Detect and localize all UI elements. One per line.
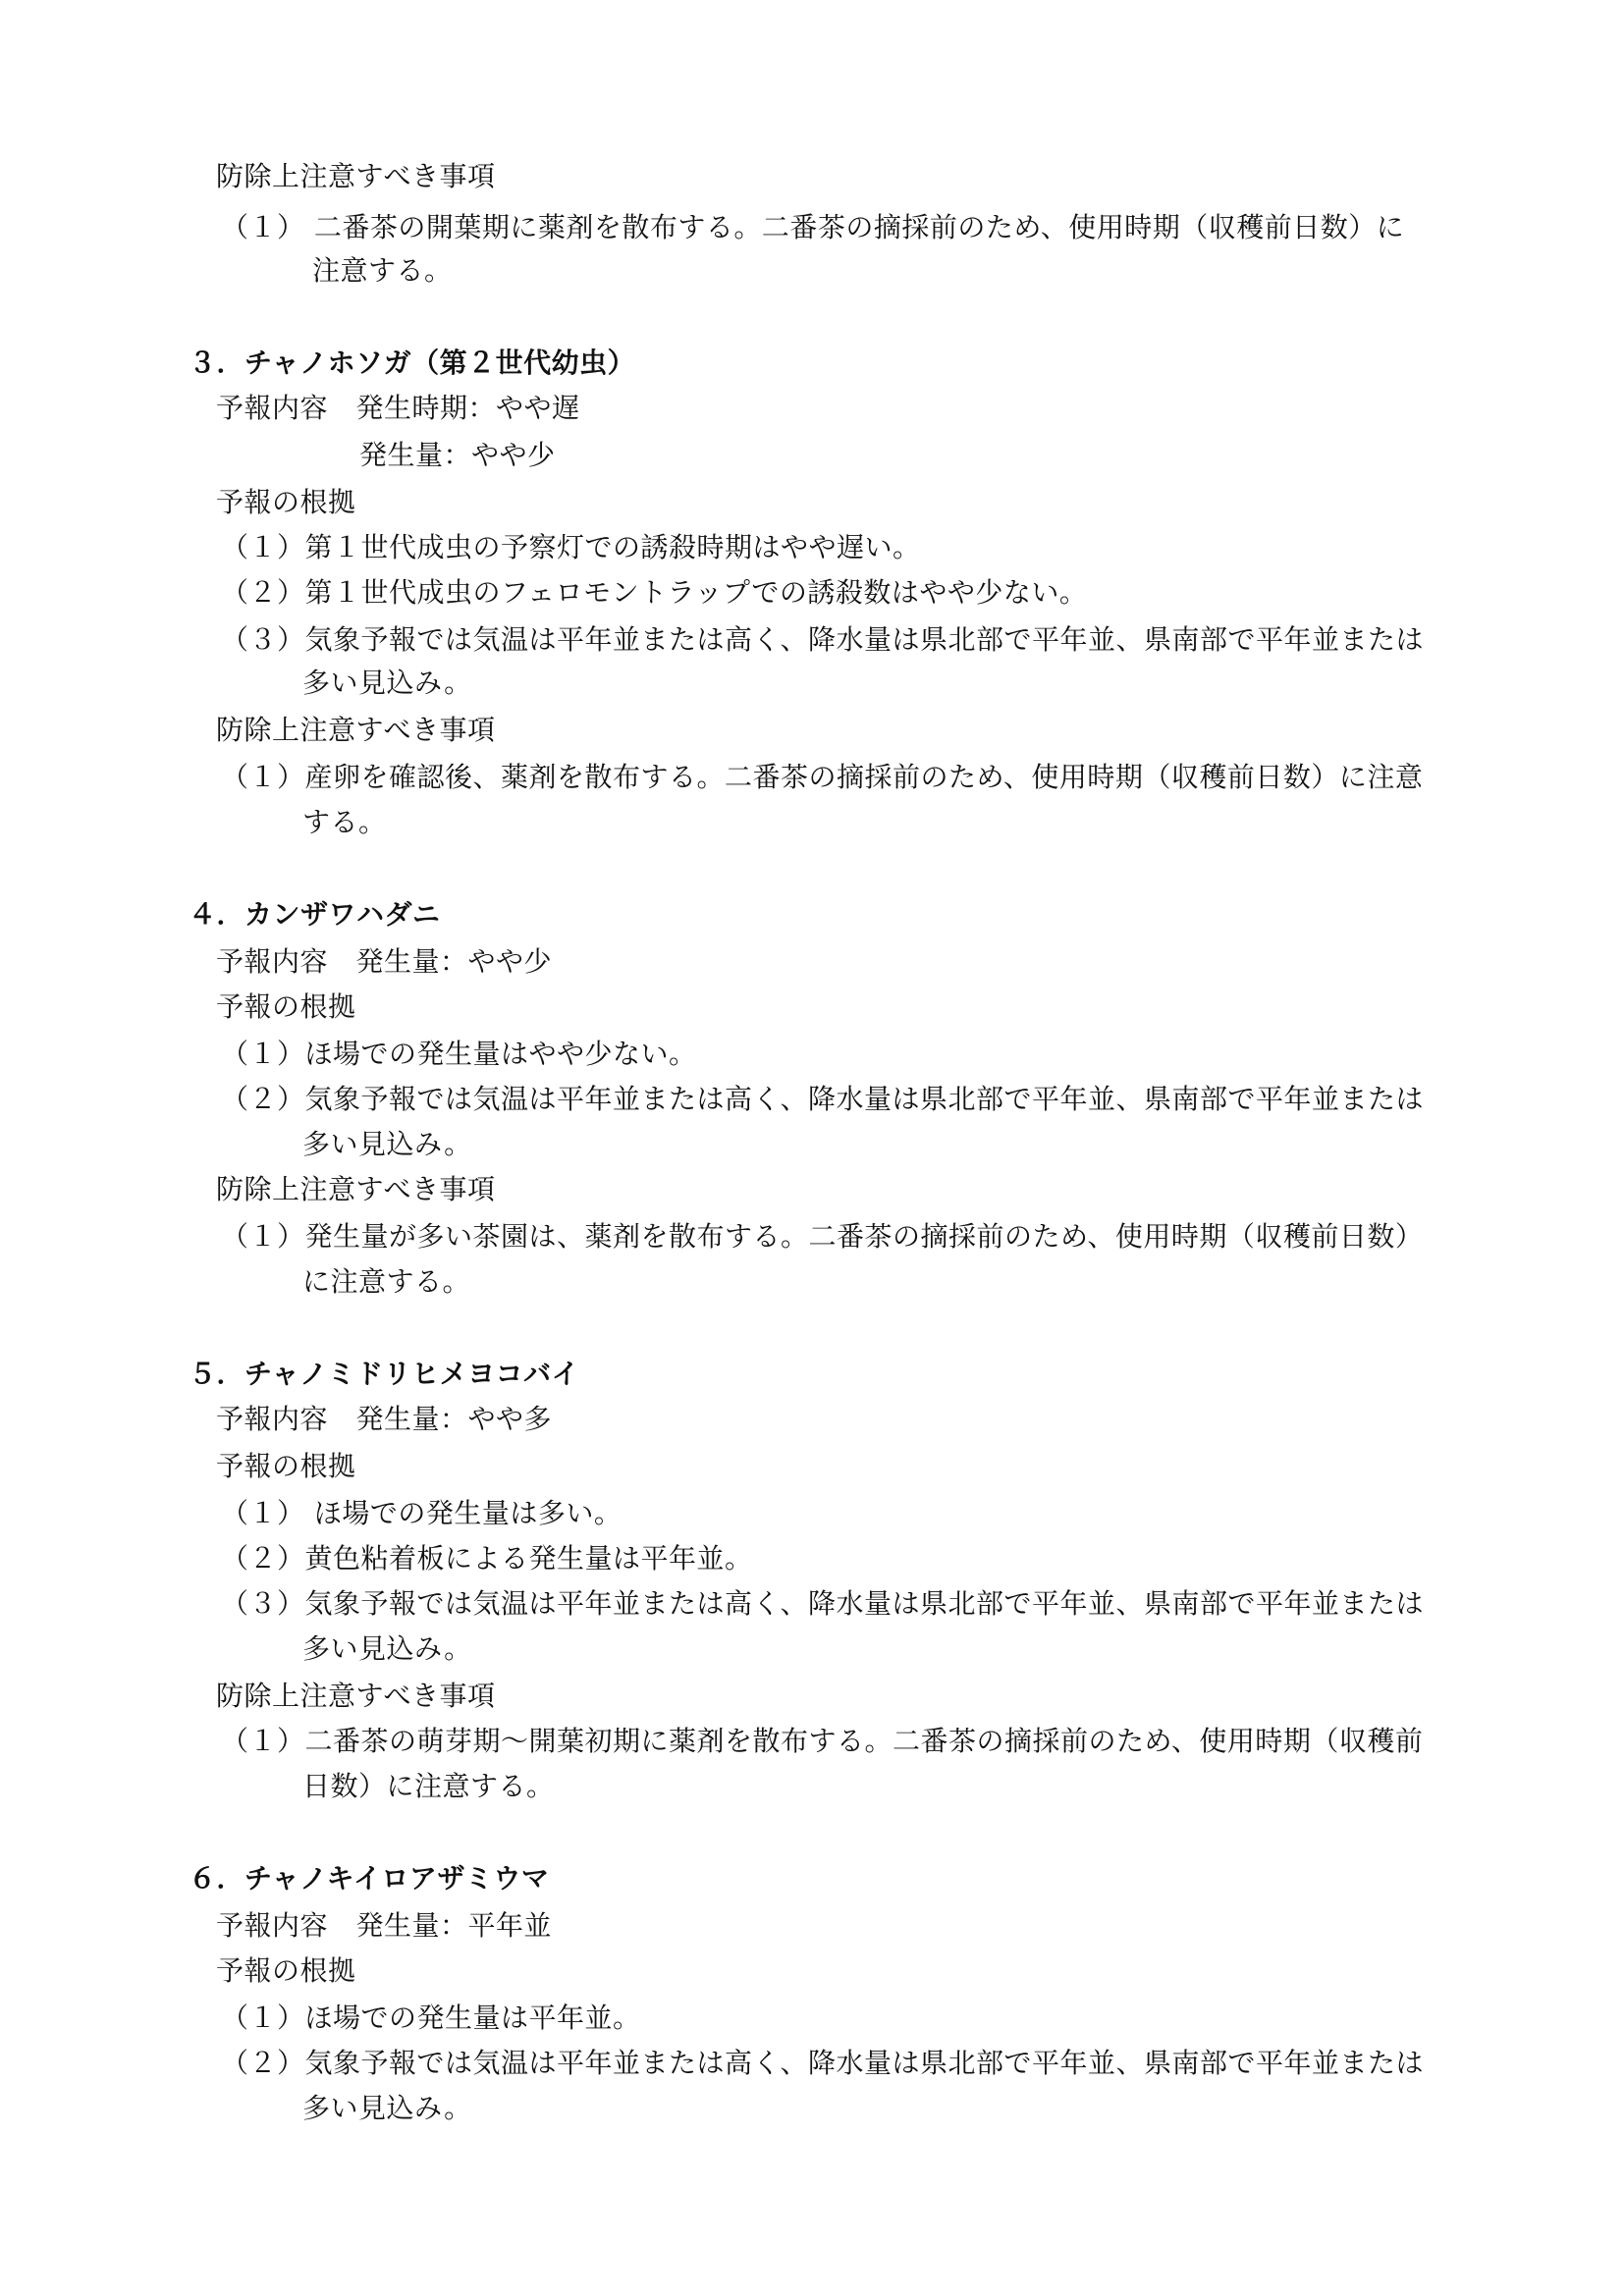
- control-item: （１）二番茶の萌芽期～開葉初期に薬剤を散布する。二番茶の摘採前のため、使用時期（収穫前: [221, 1725, 1424, 1757]
- basis-item-continuation: 多い見込み。: [302, 1632, 472, 1665]
- section-title: ６．チャノキイロアザミウマ: [189, 1862, 550, 1895]
- basis-heading: 予報の根拠: [216, 486, 356, 518]
- basis-item-continuation: 多い見込み。: [302, 1128, 472, 1160]
- basis-item-continuation: 多い見込み。: [302, 2092, 472, 2124]
- control-heading: 防除上注意すべき事項: [216, 1173, 496, 1205]
- basis-item: （２）気象予報では気温は平年並または高く、降水量は県北部で平年並、県南部で平年並または: [221, 2047, 1424, 2079]
- control-heading: 防除上注意すべき事項: [216, 160, 496, 192]
- forecast-content: 予報内容 発生量：やや少: [216, 945, 553, 978]
- control-item: （１） 二番茶の開葉期に薬剤を散布する。二番茶の摘採前のため、使用時期（収穫前日数）に: [221, 211, 1405, 243]
- basis-item: （１） ほ場での発生量は多い。: [221, 1497, 623, 1529]
- section-title: ５．チャノミドリヒメヨコバイ: [189, 1358, 580, 1390]
- forecast-content-continuation: 発生量：やや少: [359, 439, 556, 471]
- control-heading: 防除上注意すべき事項: [216, 1680, 496, 1712]
- basis-item: （２）第１世代成虫のフェロモントラップでの誘殺数はやや少ない。: [221, 576, 1088, 609]
- control-item: （１）産卵を確認後、薬剤を散布する。二番茶の摘採前のため、使用時期（収穫前日数）に注意: [221, 761, 1424, 793]
- forecast-content: 予報内容 発生量：やや多: [216, 1403, 553, 1435]
- basis-item: （３）気象予報では気温は平年並または高く、降水量は県北部で平年並、県南部で平年並または: [221, 623, 1424, 656]
- basis-item: （２）気象予報では気温は平年並または高く、降水量は県北部で平年並、県南部で平年並または: [221, 1083, 1424, 1115]
- basis-item-continuation: 多い見込み。: [302, 667, 472, 699]
- section-title: ４．カンザワハダニ: [189, 898, 441, 931]
- basis-item: （１）ほ場での発生量は平年並。: [221, 2002, 641, 2034]
- section-title: ３．チャノホソガ（第２世代幼虫）: [189, 347, 636, 379]
- basis-item: （１）ほ場での発生量はやや少ない。: [221, 1038, 697, 1070]
- basis-item: （１）第１世代成虫の予察灯での誘殺時期はやや遅い。: [221, 531, 921, 563]
- control-heading: 防除上注意すべき事項: [216, 714, 496, 746]
- basis-item: （３）気象予報では気温は平年並または高く、降水量は県北部で平年並、県南部で平年並または: [221, 1587, 1424, 1620]
- control-item-continuation: に注意する。: [302, 1265, 471, 1298]
- control-item: （１）発生量が多い茶園は、薬剤を散布する。二番茶の摘採前のため、使用時期（収穫前日数）: [221, 1220, 1424, 1253]
- forecast-content: 予報内容 発生時期：やや遅: [216, 392, 580, 424]
- control-item-continuation: する。: [302, 806, 387, 838]
- basis-heading: 予報の根拠: [216, 990, 356, 1023]
- basis-heading: 予報の根拠: [216, 1450, 356, 1482]
- forecast-content: 予報内容 発生量：平年並: [216, 1909, 553, 1942]
- control-item-continuation: 日数）に注意する。: [302, 1770, 555, 1802]
- basis-item: （２）黄色粘着板による発生量は平年並。: [221, 1542, 753, 1575]
- control-item-continuation: 注意する。: [312, 254, 453, 287]
- basis-heading: 予報の根拠: [216, 1954, 356, 1987]
